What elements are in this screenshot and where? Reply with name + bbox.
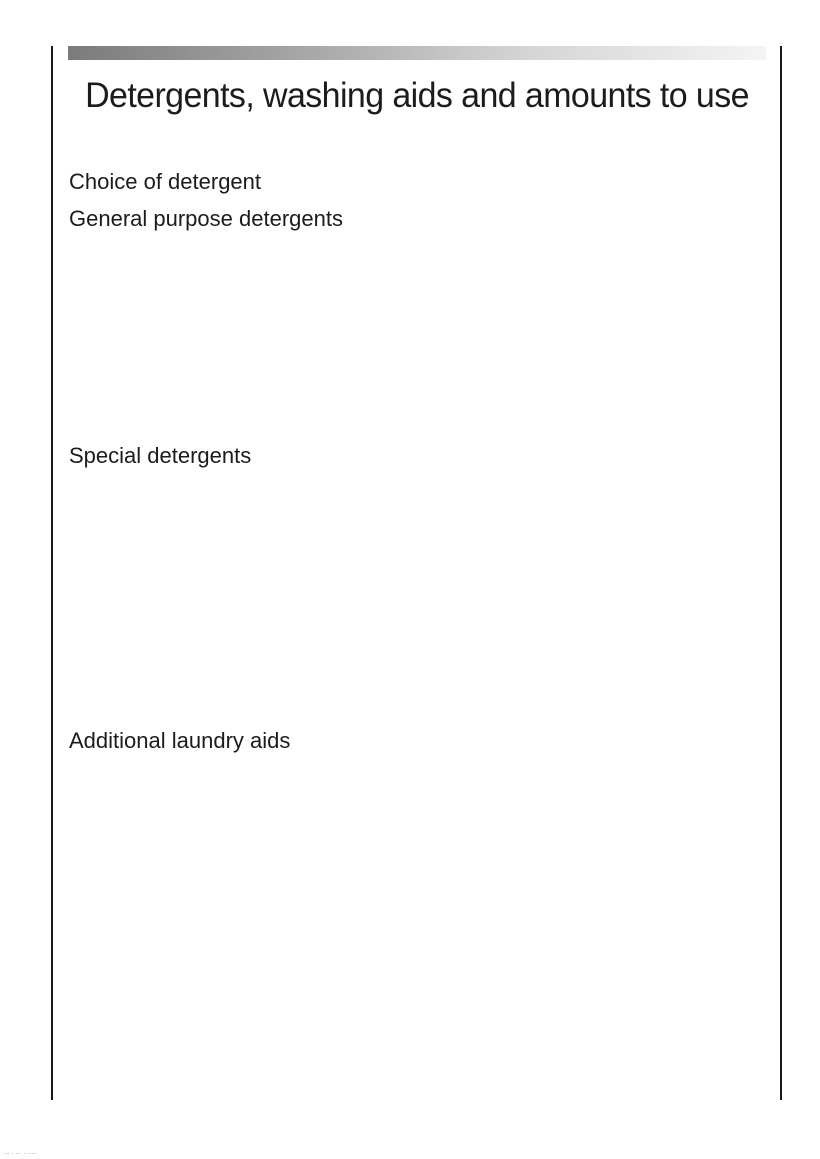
footer-print-mark: ... . ... . ..... bbox=[4, 1150, 38, 1156]
page-title: Detergents, washing aids and amounts to use bbox=[85, 76, 749, 115]
header-gradient-bar bbox=[68, 46, 766, 60]
left-margin-rule bbox=[51, 46, 53, 1100]
section-heading-additional-laundry-aids: Additional laundry aids bbox=[69, 728, 291, 753]
section-heading-general-purpose-detergents: General purpose detergents bbox=[69, 206, 343, 231]
section-heading-choice-of-detergent: Choice of detergent bbox=[69, 169, 262, 194]
section-heading-special-detergents: Special detergents bbox=[69, 443, 252, 468]
right-margin-rule bbox=[780, 46, 782, 1100]
